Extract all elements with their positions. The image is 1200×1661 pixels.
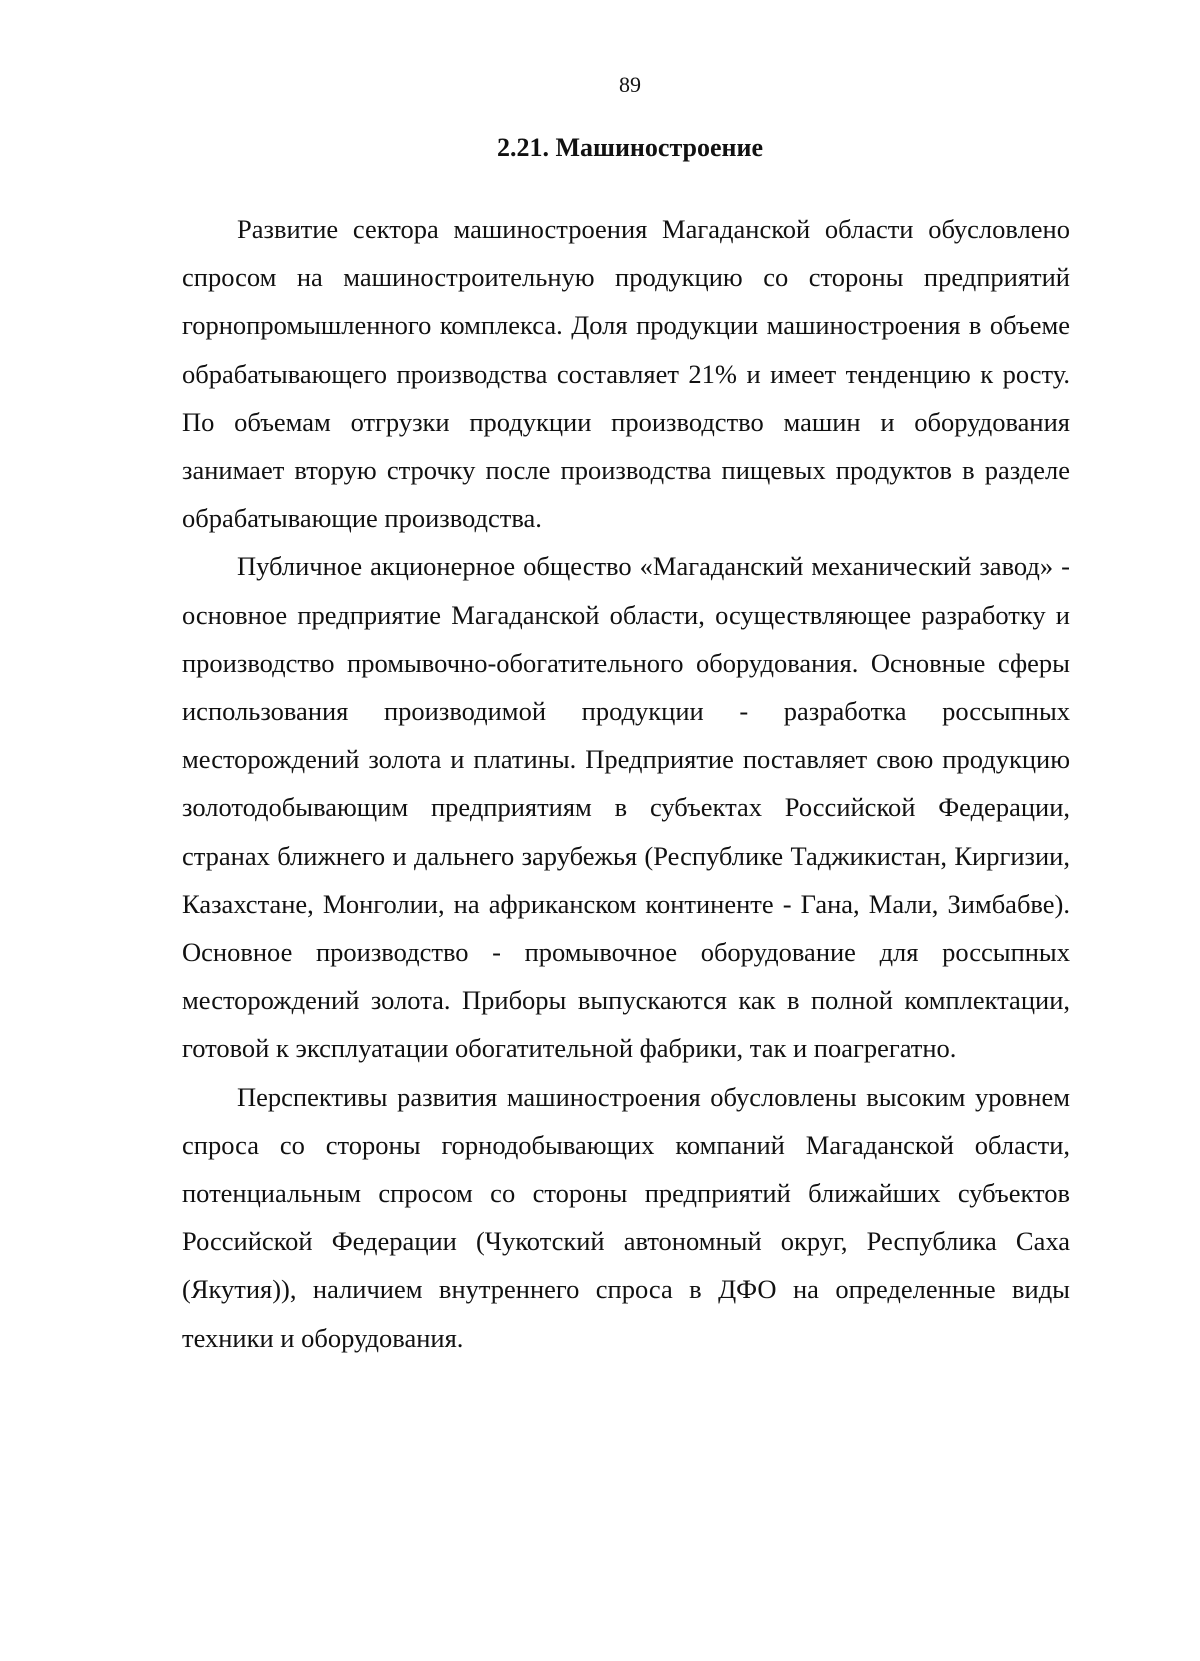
- body-text: [182, 205, 1070, 1362]
- section-heading: 2.21. Машиностроение: [496, 133, 764, 162]
- paragraph-2: Публичное акционерное общество «Магаданский механический завод» - основное предприятие Магаданской области, осуществляющее разработку и производство промывочно-обогатительного оборудования. Основные сферы использования производимой продукции - разработка россыпных месторождений золота и платины. Предприятие поставляет свою продукцию золотодобывающим предприятиям в субъектах Российской Федерации, странах ближнего и дальнего зарубежья (Республике Таджикистан, Киргизии, Казахстане, Монголии, на африканском континенте - Гана, Мали, Зимбабве). Основное производство - промывочное оборудование для россыпных месторождений золота. Приборы выпускаются как в полной комплектации, готовой к эксплуатации обогатительной фабрики, так и поагрегатно.: [182, 551, 1070, 1064]
- paragraph-1: Развитие сектора машиностроения Магаданской области обусловлено спросом на машиностроительную продукцию со стороны предприятий горнопромышленного комплекса. Доля продукции машиностроения в объеме обрабатывающего производства составляет 21% и имеет тенденцию к росту. По объемам отгрузки продукции производство машин и оборудования занимает вторую строчку после производства пищевых продуктов в разделе обрабатывающие производства.: [182, 214, 1070, 534]
- paragraph-3: Перспективы развития машиностроения обусловлены высоким уровнем спроса со стороны горнодобывающих компаний Магаданской области, потенциальным спросом со стороны предприятий ближайших субъектов Российской Федерации (Чукотский автономный округ, Республика Саха (Якутия)), наличием внутреннего спроса в ДФО на определенные виды техники и оборудования.: [182, 1081, 1070, 1353]
- page-number: 89: [619, 72, 641, 97]
